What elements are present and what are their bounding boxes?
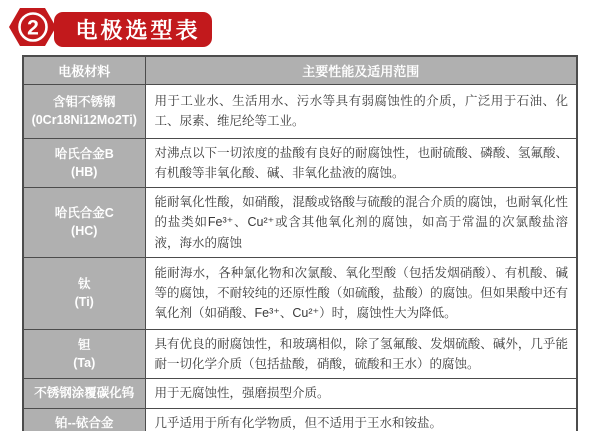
material-cell <box>23 84 145 138</box>
material-cell <box>23 379 145 408</box>
material-code: (HB) <box>71 164 98 179</box>
section-header <box>0 0 600 55</box>
electrode-selection-table <box>22 55 578 431</box>
section-number-badge-icon <box>8 5 56 49</box>
description-cell: 几乎适用于所有化学物质，但不适用于王水和铵盐。 <box>145 408 577 431</box>
material-cell <box>23 257 145 329</box>
material-code: (0Cr18Ni12Mo2Ti) <box>31 113 137 127</box>
description-cell: 能耐氧化性酸，如硝酸，混酸或铬酸与硫酸的混合介质的腐蚀，也耐氧化性的盐类如Fe³⁺、Cu²⁺或含其他氧化剂的腐蚀，如高于常温的次氯酸盐溶液，海水的腐蚀 <box>145 188 577 258</box>
table-row-tantalum <box>23 329 577 379</box>
badge-number: 2 <box>27 16 39 40</box>
material-cell <box>23 329 145 379</box>
material-code: (Ta) <box>73 356 96 370</box>
material-cell <box>23 408 145 431</box>
description-cell: 对沸点以下一切浓度的盐酸有良好的耐腐蚀性，也耐硫酸、磷酸、氢氟酸、有机酸等非氧化酸、碱、非氧化盐液的腐蚀。 <box>145 138 577 188</box>
material-name: 钽 <box>77 337 91 352</box>
material-name: 哈氏合金C <box>54 206 114 221</box>
description-cell: 用于无腐蚀性，强磨损型介质。 <box>145 379 577 408</box>
table-row-tungsten-carbide-coated <box>23 379 577 408</box>
material-name: 哈氏合金B <box>54 146 114 161</box>
material-cell <box>23 188 145 258</box>
description-cell: 具有优良的耐腐蚀性，和玻璃相似，除了氢氟酸、发烟硫酸、碱外，几乎能耐一切化学介质（包括盐酸，硝酸，硫酸和王水）的腐蚀。 <box>145 329 577 379</box>
table-row-hastelloy-b <box>23 138 577 188</box>
table-header-row <box>23 56 577 84</box>
table-row-titanium <box>23 257 577 329</box>
section-title-pill <box>54 12 212 47</box>
col-header-material: 电极材料 <box>23 56 145 84</box>
material-code: (Ti) <box>74 295 94 310</box>
material-name: 含钼不锈钢 <box>52 94 116 109</box>
material-name: 钛 <box>77 277 91 292</box>
material-code: (HC) <box>71 224 98 239</box>
material-name: 铂--铱合金 <box>55 415 114 430</box>
material-name: 不锈钢涂覆碳化钨 <box>34 386 135 401</box>
table-row-hastelloy-c <box>23 188 577 258</box>
material-cell <box>23 138 145 188</box>
section-title: 电极选型表 <box>75 18 201 43</box>
table-row-platinum-iridium <box>23 408 577 431</box>
description-cell: 能耐海水，各种氯化物和次氯酸、氧化型酸（包括发烟硝酸）、有机酸、碱等的腐蚀，不耐较纯的还原性酸（如硫酸，盐酸）的腐蚀。但如果酸中还有氧化剂（如硝酸、Fe³⁺、Cu²⁺）时，腐蚀性大为降低。 <box>145 257 577 329</box>
table-row-molybdenum-stainless <box>23 84 577 138</box>
description-cell: 用于工业水、生活用水、污水等具有弱腐蚀性的介质，广泛用于石油、化工、尿素、维尼纶等工业。 <box>145 84 577 138</box>
col-header-performance: 主要性能及适用范围 <box>145 56 577 84</box>
